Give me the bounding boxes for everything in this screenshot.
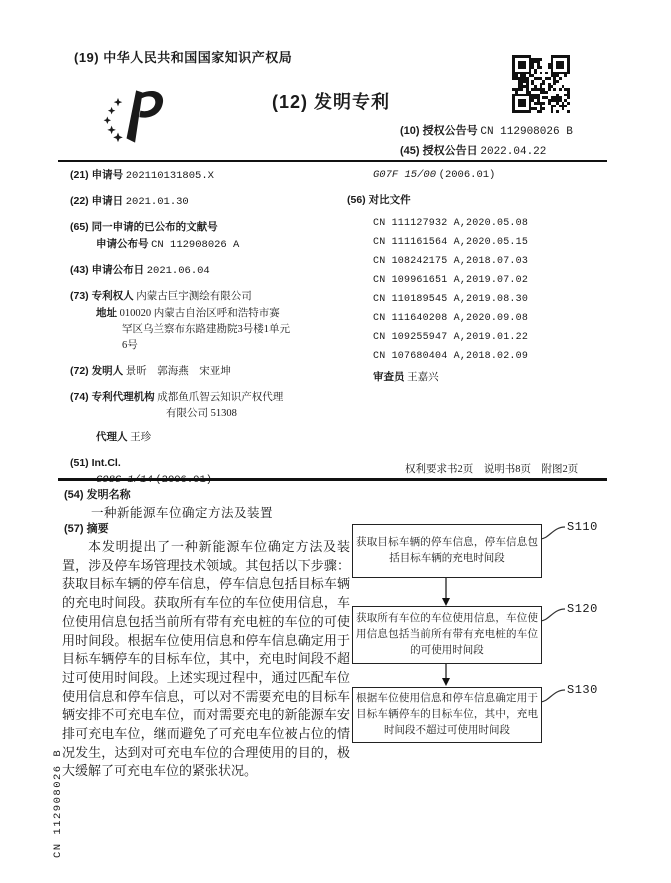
cnipa-logo — [102, 88, 166, 144]
agency-block: (74) 专利代理机构 成都鱼爪智云知识产权代理 有限公司 51308 代理人 王珍 — [70, 391, 284, 443]
reference-item: CN 109255947 A,2019.01.22 — [373, 332, 529, 343]
abstract-label: (57) 摘要 — [64, 523, 109, 535]
inventors: (72) 发明人 景昕 郭海燕 宋亚坤 — [70, 365, 231, 377]
application-date: (22) 申请日 2021.01.30 — [70, 195, 189, 208]
flow-arrowhead-icon — [442, 678, 450, 686]
pages-info: 权利要求书2页 说明书8页 附图2页 — [405, 464, 579, 475]
divider-line — [58, 478, 607, 481]
reference-item: CN 111640208 A,2020.09.08 — [373, 313, 529, 324]
reference-item: CN 107680404 A,2018.02.09 — [373, 351, 529, 362]
qr-code — [512, 55, 570, 113]
application-number: (21) 申请号 202110131805.X — [70, 169, 214, 182]
step-id-label: S130 — [567, 683, 598, 697]
cited-refs-list — [347, 214, 609, 366]
flow-arrowhead-icon — [442, 598, 450, 606]
prior-publication: (65) 同一申请的已公布的文献号 申请公布号 CN 112908026 A — [70, 221, 240, 251]
step-id-label: S110 — [567, 520, 598, 534]
side-publication-code: CN 112908026 B — [52, 748, 64, 858]
flow-step-box: 获取目标车辆的停车信息，停车信息包括目标车辆的充电时间段 — [352, 524, 542, 578]
logo-star-icon — [104, 117, 111, 124]
step-connector-curve — [540, 609, 565, 621]
grant-date-label: (45) 授权公告日 — [400, 145, 478, 157]
invention-title-label: (54) 发明名称 — [64, 489, 131, 501]
reference-item: CN 110189545 A,2019.08.30 — [373, 294, 529, 305]
grant-number-line — [400, 122, 573, 138]
reference-item: CN 111127932 A,2020.05.08 — [373, 218, 529, 229]
publication-type: (12) 发明专利 — [272, 92, 391, 112]
grant-date-value: 2022.04.22 — [480, 146, 547, 158]
flow-step-box: 根据车位使用信息和停车信息确定用于目标车辆停车的目标车位，其中，充电时间段不超过可使用时间段 — [352, 687, 542, 743]
invention-title: 一种新能源车位确定方法及装置 — [91, 506, 274, 520]
logo-bowl — [139, 91, 163, 118]
biblio-right-column — [347, 167, 609, 386]
biblio-left-column — [70, 167, 362, 497]
publication-date: (43) 申请公布日 2021.06.04 — [70, 264, 210, 277]
patent-office-name: (19) 中华人民共和国国家知识产权局 — [74, 50, 293, 65]
reference-item: CN 109961651 A,2019.07.02 — [373, 275, 529, 286]
step-connector-curve — [540, 527, 565, 539]
patentee-block: (73) 专利权人 内蒙古巨宇测绘有限公司 地址 010020 内蒙古自治区呼和浩特市赛 罕区乌兰察布东路建勘院3号楼1单元 6号 — [70, 290, 290, 351]
int-cl-block: (51) Int.Cl. — [70, 457, 121, 469]
step-id-label: S120 — [567, 602, 598, 616]
reference-item: CN 108242175 A,2018.07.03 — [373, 256, 529, 267]
logo-star-icon — [114, 98, 123, 107]
cited-refs-label: (56) 对比文件 — [347, 194, 411, 206]
reference-item: CN 111161564 A,2020.05.15 — [373, 237, 529, 248]
flowchart-figure — [345, 515, 671, 765]
logo-star-icon — [108, 107, 115, 114]
examiner: 审查员 王嘉兴 — [373, 371, 439, 383]
step-connector-curve — [540, 690, 565, 702]
abstract-text: 本发明提出了一种新能源车位确定方法及装置，涉及停车场管理技术领域。其包括以下步骤：获取目标车辆的停车信息，停车信息包括目标车辆的充电时间段。获取所有车位的车位使用信息，车位使用信息包括当前所有带有充电桩的车位的可使用时间段。根据车位使用信息和停车信息确定用于目标车辆停车的目标车位，其中，充电时间段不超过可使用时间段。上述实现过程中，通过匹配车位使用信息和停车信息，可以对不需要充电的目标车辆安排不可充电车位，而对需要充电的新能源车安排可充电车位，继而避免了可充电车位被占位的情况发生，达到对可充电车位的合理使用的目的，极大缓解了可充电车位的紧张状况。 — [62, 539, 350, 779]
logo-star-icon — [107, 126, 116, 135]
grant-number-value: CN 112908026 B — [480, 126, 573, 138]
int-cl-continued: G07F 15/00 (2006.01) — [373, 169, 496, 181]
grant-date-line — [400, 142, 546, 158]
logo-star-icon — [113, 133, 123, 143]
grant-number-label: (10) 授权公告号 — [400, 125, 478, 137]
divider-line — [58, 160, 607, 162]
flow-step-box: 获取所有车位的车位使用信息，车位使用信息包括当前所有带有充电桩的车位的可使用时间段 — [352, 606, 542, 664]
